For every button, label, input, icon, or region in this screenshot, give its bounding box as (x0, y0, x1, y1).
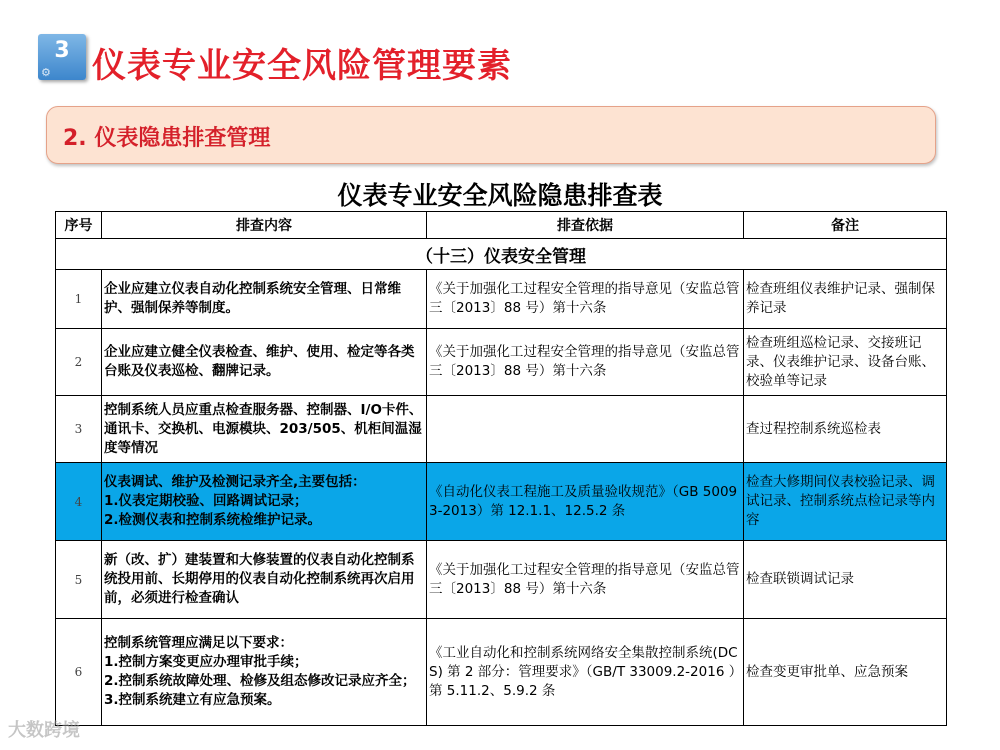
row-basis: 《工业自动化和控制系统网络安全集散控制系统(DCS) 第 2 部分：管理要求》（GB/T 33009.2-2016 ）第 5.11.2、5.9.2 条 (427, 619, 744, 726)
row-content: 仪表调试、维护及检测记录齐全,主要包括： 1.仪表定期校验、回路调试记录； 2.检测仪表和控制系统检维护记录。 (102, 463, 427, 541)
subheader-banner (46, 106, 936, 164)
row-content: 控制系统管理应满足以下要求： 1.控制方案变更应办理审批手续； 2.控制系统故障处理、检修及组态修改记录应齐全； 3.控制系统建立有应急预案。 (102, 619, 427, 726)
subheader-title: 2. 仪表隐患排查管理 (63, 126, 271, 151)
row-note: 检查大修期间仪表校验记录、调试记录、控制系统点检记录等内容 (744, 463, 947, 541)
hazard-check-table (55, 211, 947, 726)
row-num: 3 (56, 396, 102, 463)
table-header-row (56, 212, 947, 239)
table-row (56, 541, 947, 619)
watermark-logo: 大数跨境 (8, 720, 80, 741)
row-content: 企业应建立仪表自动化控制系统安全管理、日常维护、强制保养等制度。 (102, 270, 427, 329)
row-num: 2 (56, 329, 102, 396)
section-number-badge (38, 34, 86, 80)
row-content: 控制系统人员应重点检查服务器、控制器、I/O卡件、通讯卡、交换机、电源模块、203/505、机柜间温湿度等情况 (102, 396, 427, 463)
row-note: 检查班组巡检记录、交接班记录、仪表维护记录、设备台账、校验单等记录 (744, 329, 947, 396)
row-num: 4 (56, 463, 102, 541)
table-row-highlighted (56, 463, 947, 541)
row-basis: 《关于加强化工过程安全管理的指导意见（安监总管三〔2013〕88 号）第十六条 (427, 541, 744, 619)
col-header-content: 排查内容 (102, 212, 427, 239)
row-basis: 《关于加强化工过程安全管理的指导意见（安监总管三〔2013〕88 号）第十六条 (427, 270, 744, 329)
table-row (56, 270, 947, 329)
table-row (56, 396, 947, 463)
row-content: 新（改、扩）建装置和大修装置的仪表自动化控制系统投用前、长期停用的仪表自动化控制系统再次启用前，必须进行检查确认 (102, 541, 427, 619)
row-num: 6 (56, 619, 102, 726)
col-header-basis: 排查依据 (427, 212, 744, 239)
table-row (56, 329, 947, 396)
row-basis (427, 396, 744, 463)
table-title: 仪表专业安全风险隐患排查表 (337, 181, 663, 210)
row-basis: 《关于加强化工过程安全管理的指导意见（安监总管三〔2013〕88 号）第十六条 (427, 329, 744, 396)
section-title: （十三）仪表安全管理 (56, 239, 947, 270)
table-row (56, 619, 947, 726)
badge-number: 3 (54, 38, 70, 63)
row-note: 检查联锁调试记录 (744, 541, 947, 619)
row-num: 1 (56, 270, 102, 329)
col-header-note: 备注 (744, 212, 947, 239)
row-note: 查过程控制系统巡检表 (744, 396, 947, 463)
row-note: 检查变更审批单、应急预案 (744, 619, 947, 726)
section-row (56, 239, 947, 270)
badge-decoration-icon: ⚙ (41, 66, 51, 79)
row-content: 企业应建立健全仪表检查、维护、使用、检定等各类台账及仪表巡检、翻牌记录。 (102, 329, 427, 396)
row-basis: 《自动化仪表工程施工及质量验收规范》（GB 50093-2013）第 12.1.1、12.5.2 条 (427, 463, 744, 541)
col-header-num: 序号 (56, 212, 102, 239)
row-note: 检查班组仪表维护记录、强制保养记录 (744, 270, 947, 329)
page-title: 仪表专业安全风险管理要素 (92, 46, 512, 86)
row-num: 5 (56, 541, 102, 619)
